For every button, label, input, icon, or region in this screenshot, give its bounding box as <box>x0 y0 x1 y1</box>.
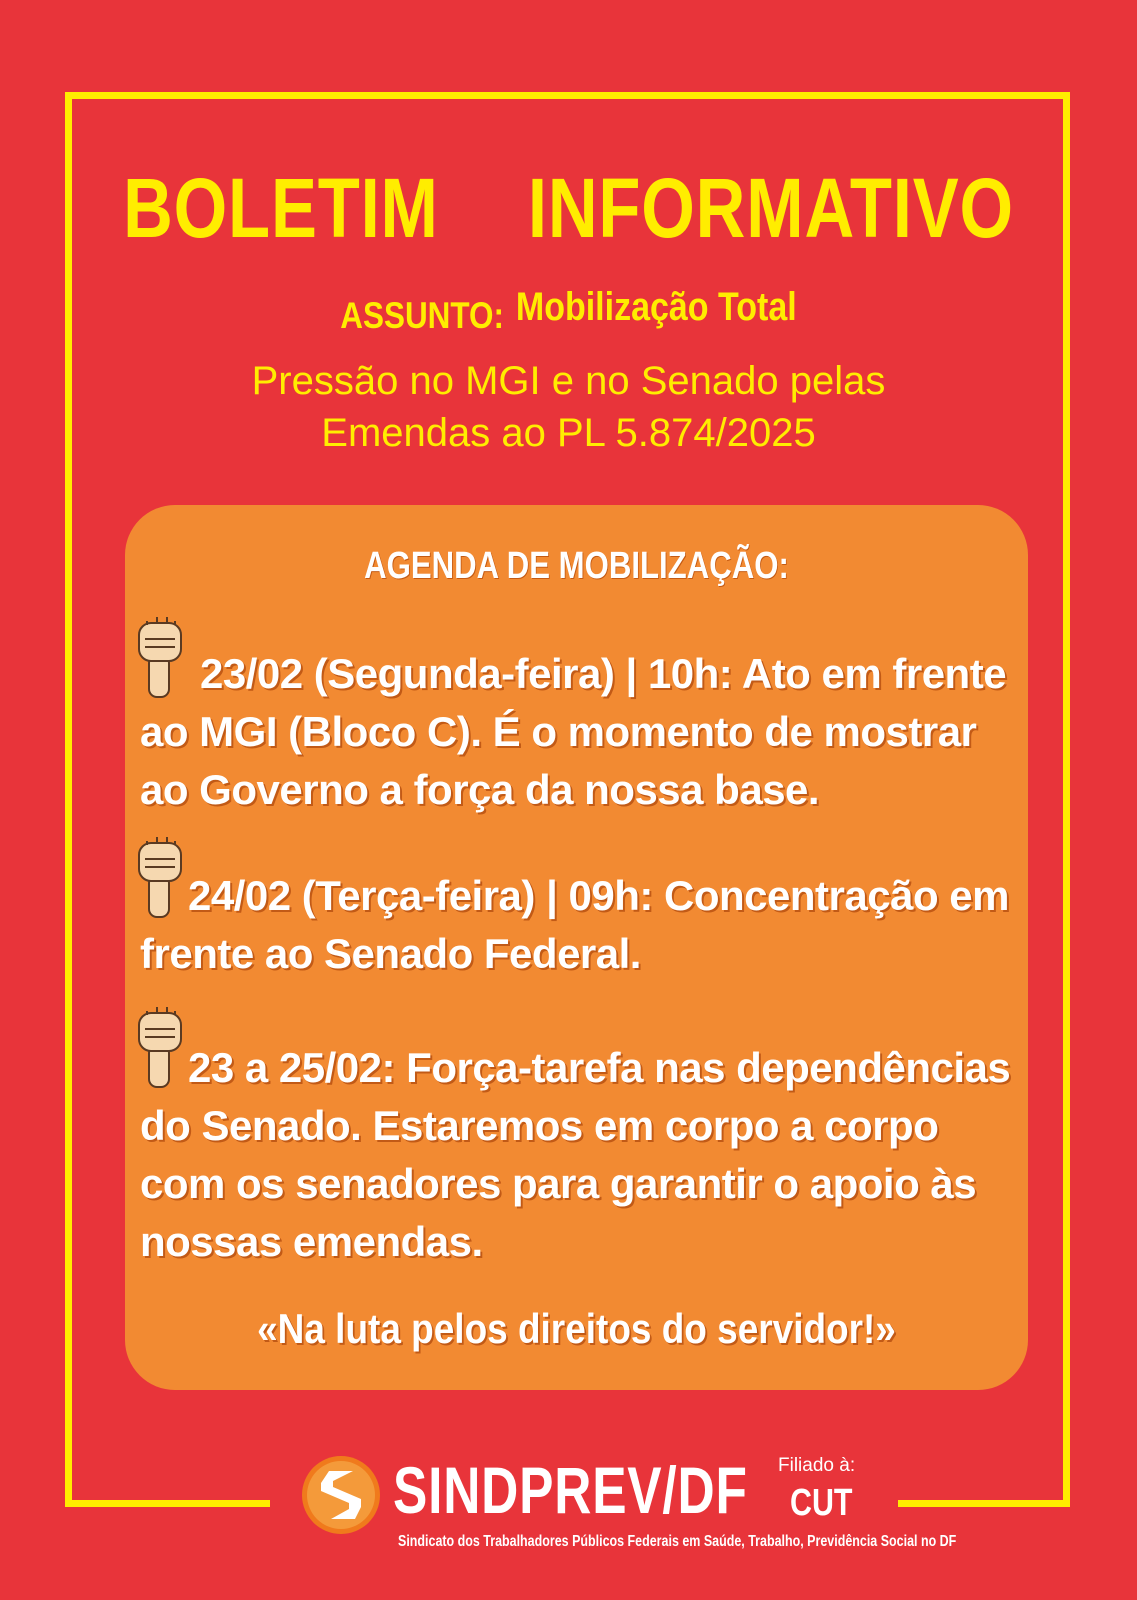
subject-line <box>85 285 1051 336</box>
agenda-item-text: 23 a 25/02: Força-tarefa nas dependências do Senado. Estaremos em corpo a corpo com os senadores para garantir o apoio às nossas emendas. <box>140 1044 1011 1265</box>
agenda-card <box>125 505 1028 1390</box>
agenda-item <box>140 645 1020 819</box>
closing-slogan: «Na luta pelos direitos do servidor!» <box>257 1305 896 1352</box>
subject-label: ASSUNTO: <box>340 295 504 336</box>
page-title: BOLETIM INFORMATIVO <box>123 161 1014 255</box>
affiliation-name: CUT <box>790 1482 853 1524</box>
yellow-border-bottom-left <box>65 1500 270 1507</box>
affiliation-label: Filiado à: <box>778 1455 856 1476</box>
organization-name: SINDPREV/DF <box>393 1453 748 1527</box>
lead-line-1: Pressão no MGI e no Senado pelas <box>251 359 886 403</box>
lead-text <box>0 355 1137 459</box>
yellow-border-bottom-right <box>898 1500 1070 1507</box>
organization-tagline: Sindicato dos Trabalhadores Públicos Federais em Saúde, Trabalho, Previdência Social no DF <box>398 1533 957 1550</box>
agenda-item-text: 24/02 (Terça-feira) | 09h: Concentração em frente ao Senado Federal. <box>140 872 1009 977</box>
subject-value: Mobilização Total <box>515 285 797 329</box>
agenda-title: AGENDA DE MOBILIZAÇÃO: <box>364 545 789 587</box>
lead-line-2: Emendas ao PL 5.874/2025 <box>321 411 816 455</box>
agenda-item <box>140 867 1020 983</box>
sindprev-logo-icon <box>301 1455 381 1535</box>
agenda-item-text: 23/02 (Segunda-feira) | 10h: Ato em frente ao MGI (Bloco C). É o momento de mostrar ao Governo a força da nossa base. <box>140 650 1007 813</box>
agenda-item <box>140 1039 1020 1271</box>
